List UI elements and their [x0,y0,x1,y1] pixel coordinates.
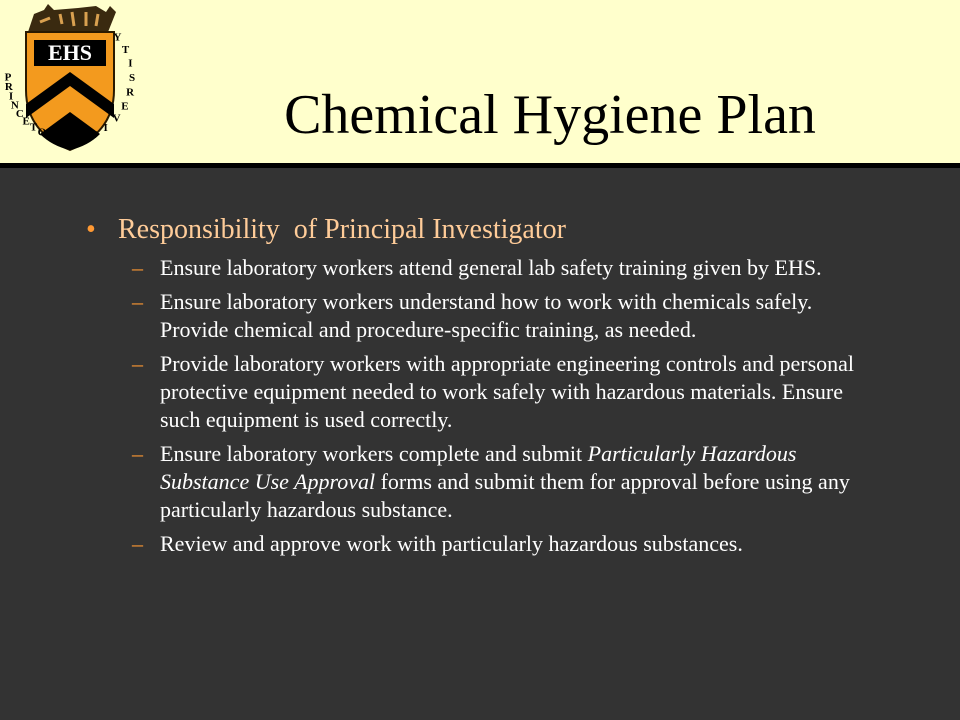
slide-body [86,212,886,564]
slide-title: Chemical Hygiene Plan [284,84,816,146]
logo-letter: U [74,132,83,145]
sub-bullet-text [160,440,870,524]
sub-bullet-list [132,254,886,558]
dash-icon: – [132,531,143,556]
princeton-ehs-logo [0,0,150,160]
logo-letter: V [112,112,121,125]
logo-letter: O [37,126,47,139]
logo-letter: N [46,130,55,143]
bullet-dot-icon: • [86,214,96,245]
svg-text:EHS: EHS [47,40,93,65]
bullet-heading: Responsibility of Principal Investigator [118,214,566,245]
dash-icon: – [132,289,143,314]
shield-logo-icon [0,0,150,160]
sub-bullet-text: Provide laboratory workers with appropriate engineering controls and personal protective equipment needed to work safely with hazardous materials. Ensure such equipment is used correctly. [160,351,855,432]
slide-header [0,0,960,163]
sub-bullet-item [132,530,886,558]
logo-letter: T [121,43,130,56]
logo-letter: E [22,115,30,128]
dash-icon: – [132,255,143,280]
main-bullet [86,212,886,248]
logo-letter: N [88,129,97,142]
dash-icon: – [132,351,143,376]
sub-bullet-item [132,440,886,524]
logo-letter: I [103,122,108,135]
sub-bullet-text: Review and approve work with particularly hazardous substances. [160,531,743,556]
logo-letter: R [126,86,135,99]
logo-letter: S [128,72,136,85]
logo-letter: N [10,99,19,112]
sub-bullet-item [132,288,886,344]
sub-bullet-item [132,350,886,434]
form-name-emphasis: Particularly Hazardous Substance Use Approval [160,441,797,494]
logo-letter: R [4,81,13,94]
logo-letter: I [128,57,133,70]
logo-letter: I [8,90,14,103]
dash-icon: – [132,441,143,466]
sub-bullet-text: Ensure laboratory workers attend general lab safety training given by EHS. [160,255,822,280]
sub-bullet-text-after: forms and submit them for approval before using any particularly hazardous substance. [160,469,850,522]
sub-bullet-item [132,254,886,282]
logo-letter: Y [113,31,122,44]
sub-bullet-text-before: Ensure laboratory workers complete and submit [160,441,588,466]
sub-bullet-text: Ensure laboratory workers understand how to work with chemicals safely. Provide chemical and procedure-specific training, as needed. [160,289,813,342]
logo-letter: C [15,107,24,120]
logo-letter: E [121,100,129,113]
logo-letter: P [4,71,12,84]
header-divider [0,163,960,168]
logo-letter: T [29,121,38,134]
